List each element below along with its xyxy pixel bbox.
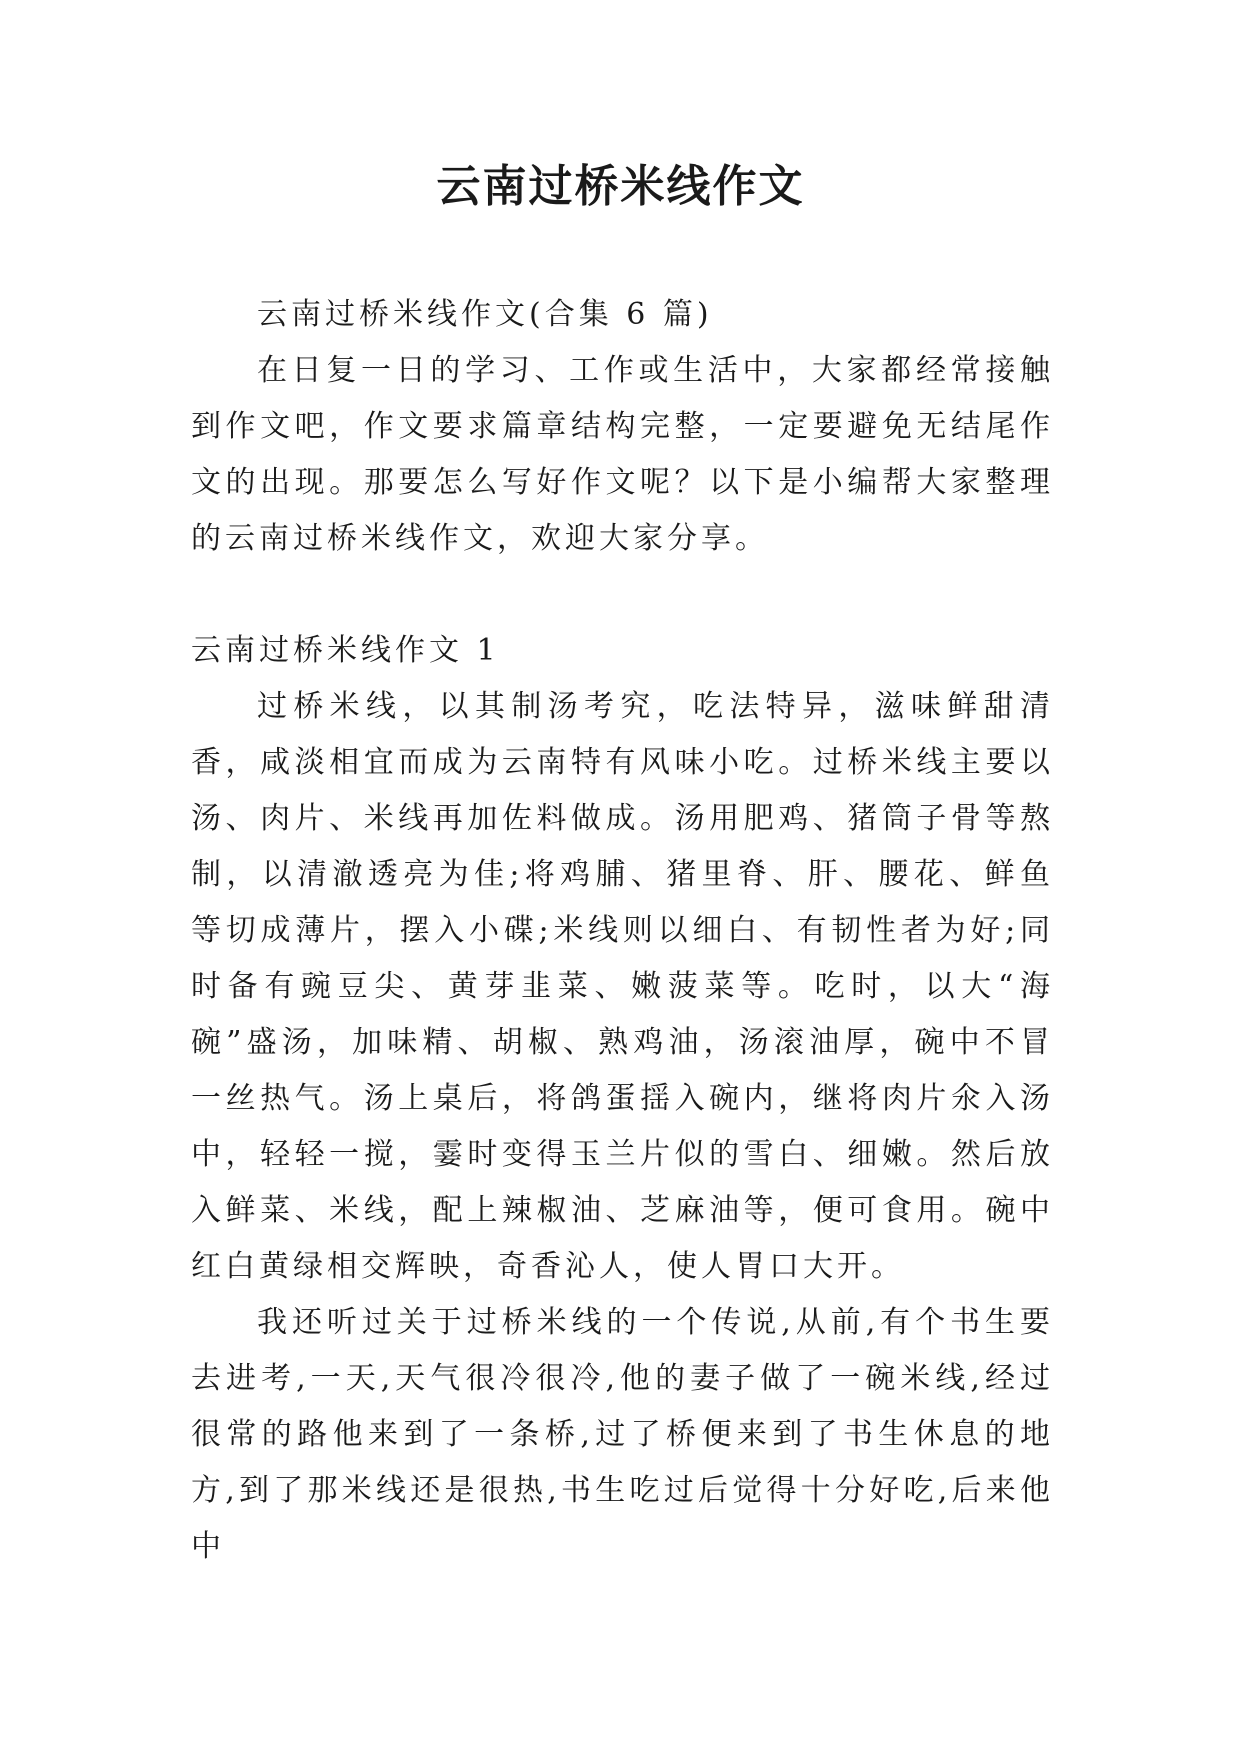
intro-paragraph: 在日复一日的学习、工作或生活中，大家都经常接触到作文吧，作文要求篇章结构完整，一定要避免无结尾作文的出现。那要怎么写好作文呢？以下是小编帮大家整理的云南过桥米线作文，欢迎大家分享。 [191, 353, 1054, 556]
document-title: 云南过桥米线作文 [436, 161, 805, 212]
section-paragraph: 过桥米线，以其制汤考究，吃法特异，滋味鲜甜清香，咸淡相宜而成为云南特有风味小吃。过桥米线主要以汤、肉片、米线再加佐料做成。汤用肥鸡、猪筒子骨等熬制，以清澈透亮为佳;将鸡脯、猪里脊、肝、腰花、鲜鱼等切成薄片，摆入小碟;米线则以细白、有韧性者为好;同时备有豌豆尖、黄芽韭菜、嫩菠菜等。吃时，以大“海碗”盛汤，加味精、胡椒、熟鸡油，汤滚油厚，碗中不冒一丝热气。汤上桌后，将鸽蛋揺入碗内，继将肉片氽入汤中，轻轻一搅，霎时变得玉兰片似的雪白、细嫩。然后放入鲜菜、米线，配上辣椒油、芝麻油等，便可食用。碗中红白黄绿相交辉映，奇香沁人，使人胃口大开。 [191, 689, 1054, 1284]
section-heading: 云南过桥米线作文 1 [191, 633, 500, 668]
document-body [191, 287, 1054, 1575]
section-paragraph: 我还听过关于过桥米线的一个传说,从前,有个书生要去进考,一天,天气很冷很冷,他的妻子做了一碗米线,经过很常的路他来到了一条桥,过了桥便来到了书生休息的地方,到了那米线还是很热,书生吃过后觉得十分好吃,后来他中 [191, 1305, 1054, 1564]
collection-subtitle: 云南过桥米线作文(合集 6 篇) [257, 297, 713, 332]
